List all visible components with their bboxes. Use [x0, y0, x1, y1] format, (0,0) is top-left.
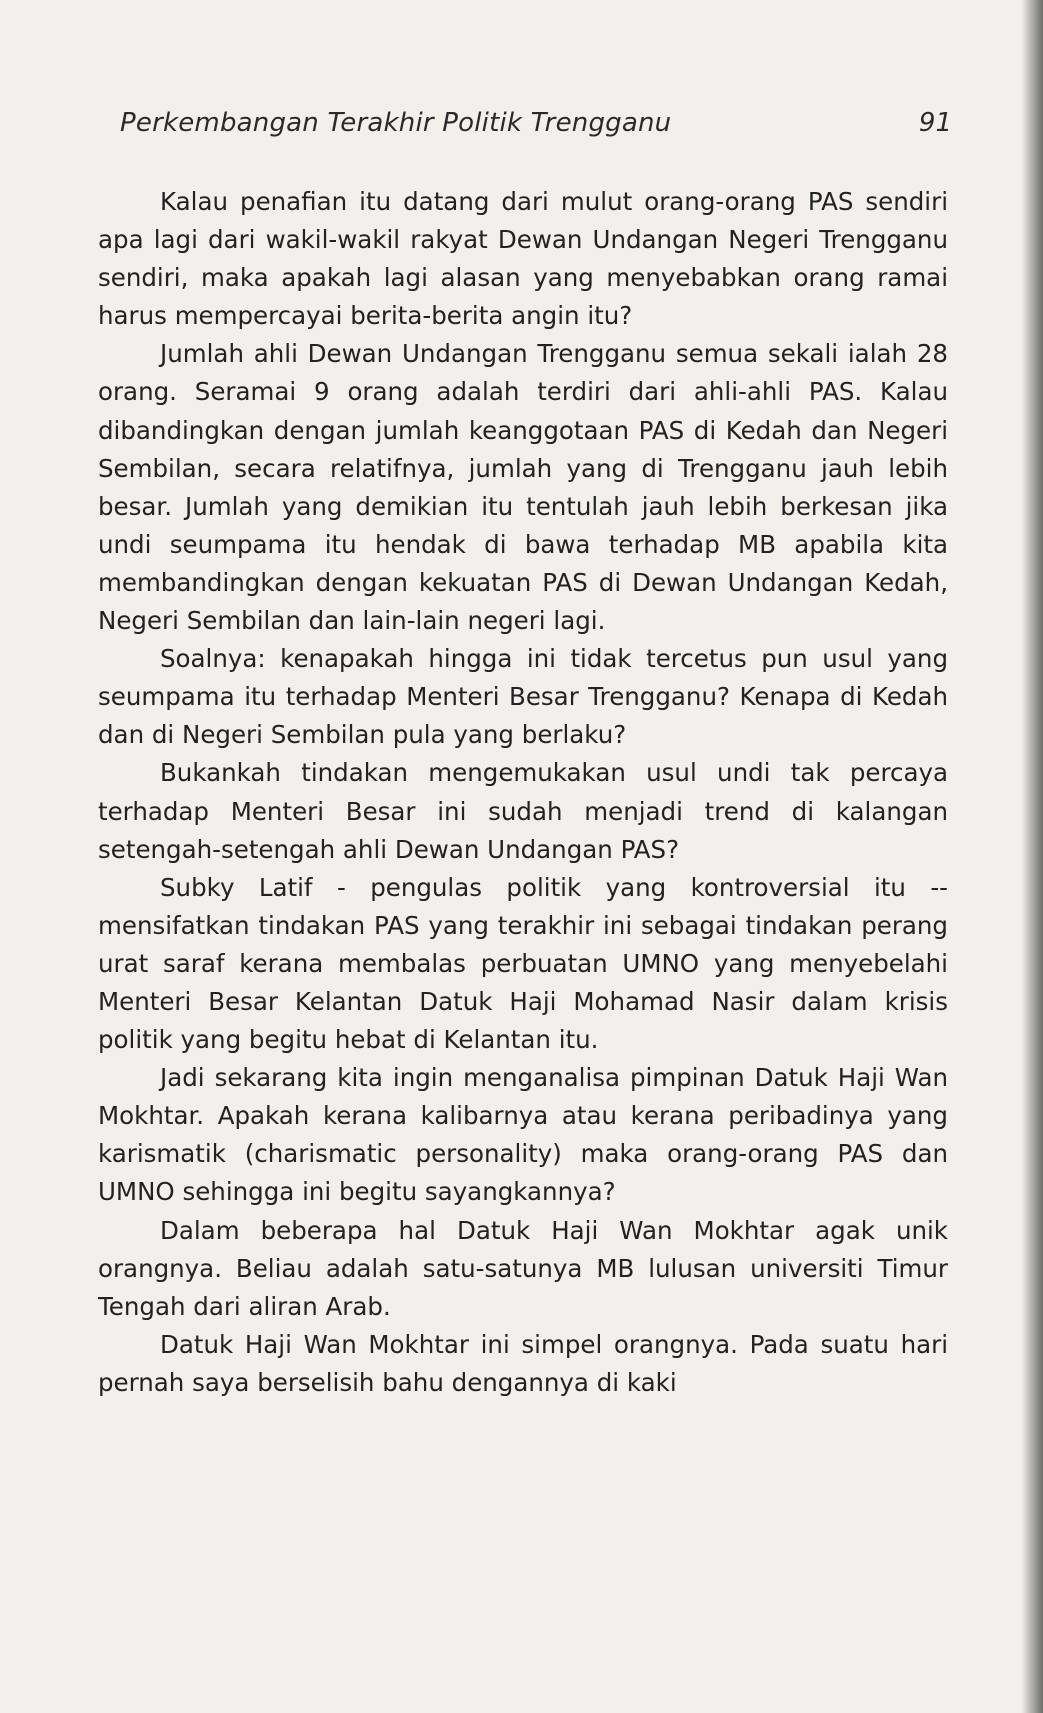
paragraph: Datuk Haji Wan Mokhtar ini simpel orangnya. Pada suatu hari pernah saya berselisih bahu dengannya di kaki: [98, 1329, 948, 1397]
page-number: 91: [918, 108, 952, 138]
running-head: Perkembangan Terakhir Politik Trengganu: [120, 108, 672, 138]
paragraph: Jumlah ahli Dewan Undangan Trengganu semua sekali ialah 28 orang. Seramai 9 orang adalah terdiri dari ahli-ahli PAS. Kalau dibandingkan dengan jumlah keanggotaan PAS di Kedah dan Negeri Sembilan, secara relatifnya, jumlah yang di Trengganu jauh lebih besar. Jumlah yang demikian itu tentulah jauh lebih berkesan jika undi seumpama itu hendak di bawa terhadap MB apabila kita membandingkan dengan kekuatan PAS di Dewan Undangan Kedah, Negeri Sembilan dan lain-lain negeri lagi.: [98, 339, 948, 636]
page-edge-shadow: [1021, 0, 1043, 1713]
paragraph: Jadi sekarang kita ingin menganalisa pimpinan Datuk Haji Wan Mokhtar. Apakah kerana kalibarnya atau kerana peribadinya yang karismatik (charismatic personality) maka orang-orang PAS dan UMNO sehingga ini begitu sayangkannya?: [98, 1063, 948, 1207]
paragraph: Soalnya: kenapakah hingga ini tidak tercetus pun usul yang seumpama itu terhadap Menteri Besar Trengganu? Kenapa di Kedah dan di Negeri Sembilan pula yang berlaku?: [98, 644, 948, 750]
paragraph: Dalam beberapa hal Datuk Haji Wan Mokhtar agak unik orangnya. Beliau adalah satu-satunya MB lulusan universiti Timur Tengah dari aliran Arab.: [98, 1215, 948, 1321]
paragraph: Bukankah tindakan mengemukakan usul undi tak percaya terhadap Menteri Besar ini sudah menjadi trend di kalangan setengah-setengah ahli Dewan Undangan PAS?: [98, 758, 948, 864]
paragraph: Subky Latif - pengulas politik yang kontroversial itu -- mensifatkan tindakan PAS yang terakhir ini sebagai tindakan perang urat saraf kerana membalas perbuatan UMNO yang menyebelahi Menteri Besar Kelantan Datuk Haji Mohamad Nasir dalam krisis politik yang begitu hebat di Kelantan itu.: [98, 872, 948, 1055]
body-text: [98, 183, 948, 1402]
paragraph: Kalau penafian itu datang dari mulut orang-orang PAS sendiri apa lagi dari wakil-wakil rakyat Dewan Undangan Negeri Trengganu sendiri, maka apakah lagi alasan yang menyebabkan orang ramai harus mempercayai berita-berita angin itu?: [98, 187, 948, 331]
page-header: [120, 108, 952, 138]
